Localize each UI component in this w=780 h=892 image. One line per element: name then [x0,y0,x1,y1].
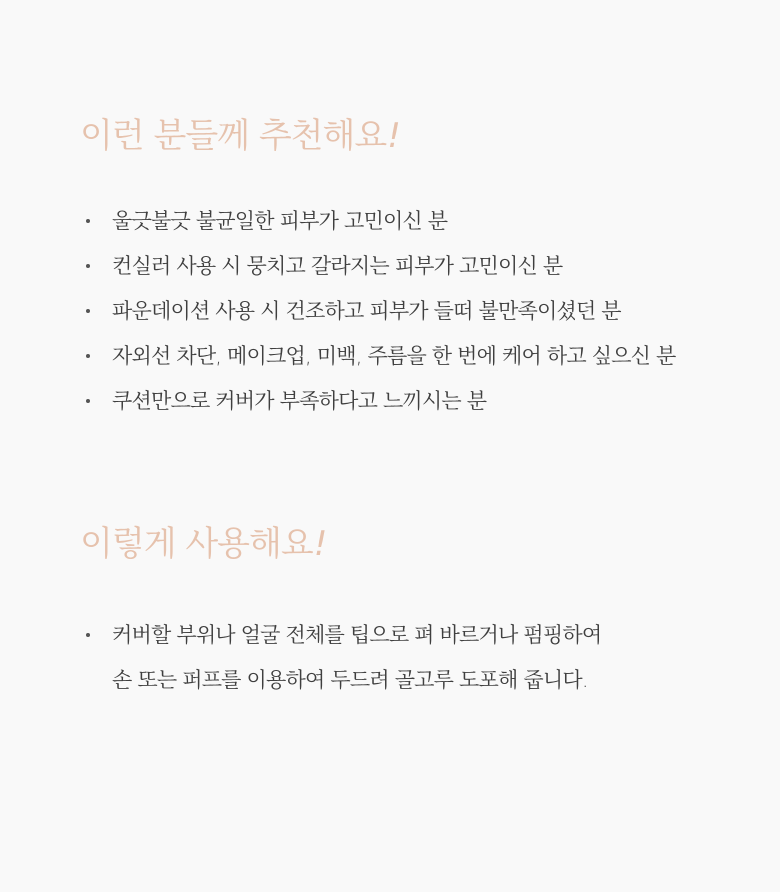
list-item-text: 컨실러 사용 시 뭉치고 갈라지는 피부가 고민이신 분 [112,254,563,278]
usage-heading [80,518,720,570]
bullet-icon [86,399,90,403]
list-item-text: 자외선 차단, 메이크업, 미백, 주름을 한 번에 케어 하고 싶으신 분 [112,344,676,368]
list-item [80,379,720,424]
usage-heading-mark: ! [313,524,327,564]
bullet-icon [86,264,90,268]
usage-section [80,518,720,703]
bullet-icon [86,219,90,223]
list-item [80,244,720,289]
usage-heading-text: 이렇게 사용해요 [80,524,313,564]
list-item-text: 쿠션만으로 커버가 부족하다고 느끼시는 분 [112,389,487,413]
bullet-icon [86,633,90,637]
recommend-heading-mark: ! [387,116,400,156]
list-item [80,334,720,379]
list-item-text: 파운데이션 사용 시 건조하고 피부가 들떠 불만족이셨던 분 [112,299,621,323]
recommend-list [80,199,720,424]
list-item [80,289,720,334]
bullet-icon [86,309,90,313]
list-item [80,613,720,703]
usage-line-2: 손 또는 퍼프를 이용하여 두드려 골고루 도포해 줍니다. [112,668,588,692]
list-item [80,199,720,244]
recommend-section [80,110,720,424]
list-item-text: 울긋불긋 불균일한 피부가 고민이신 분 [112,209,448,233]
bullet-icon [86,354,90,358]
recommend-heading-text: 이런 분들께 추천해요 [80,116,387,156]
usage-list [80,613,720,703]
usage-line-1: 커버할 부위나 얼굴 전체를 팁으로 펴 바르거나 펌핑하여 [112,623,602,647]
recommend-heading [80,110,720,162]
